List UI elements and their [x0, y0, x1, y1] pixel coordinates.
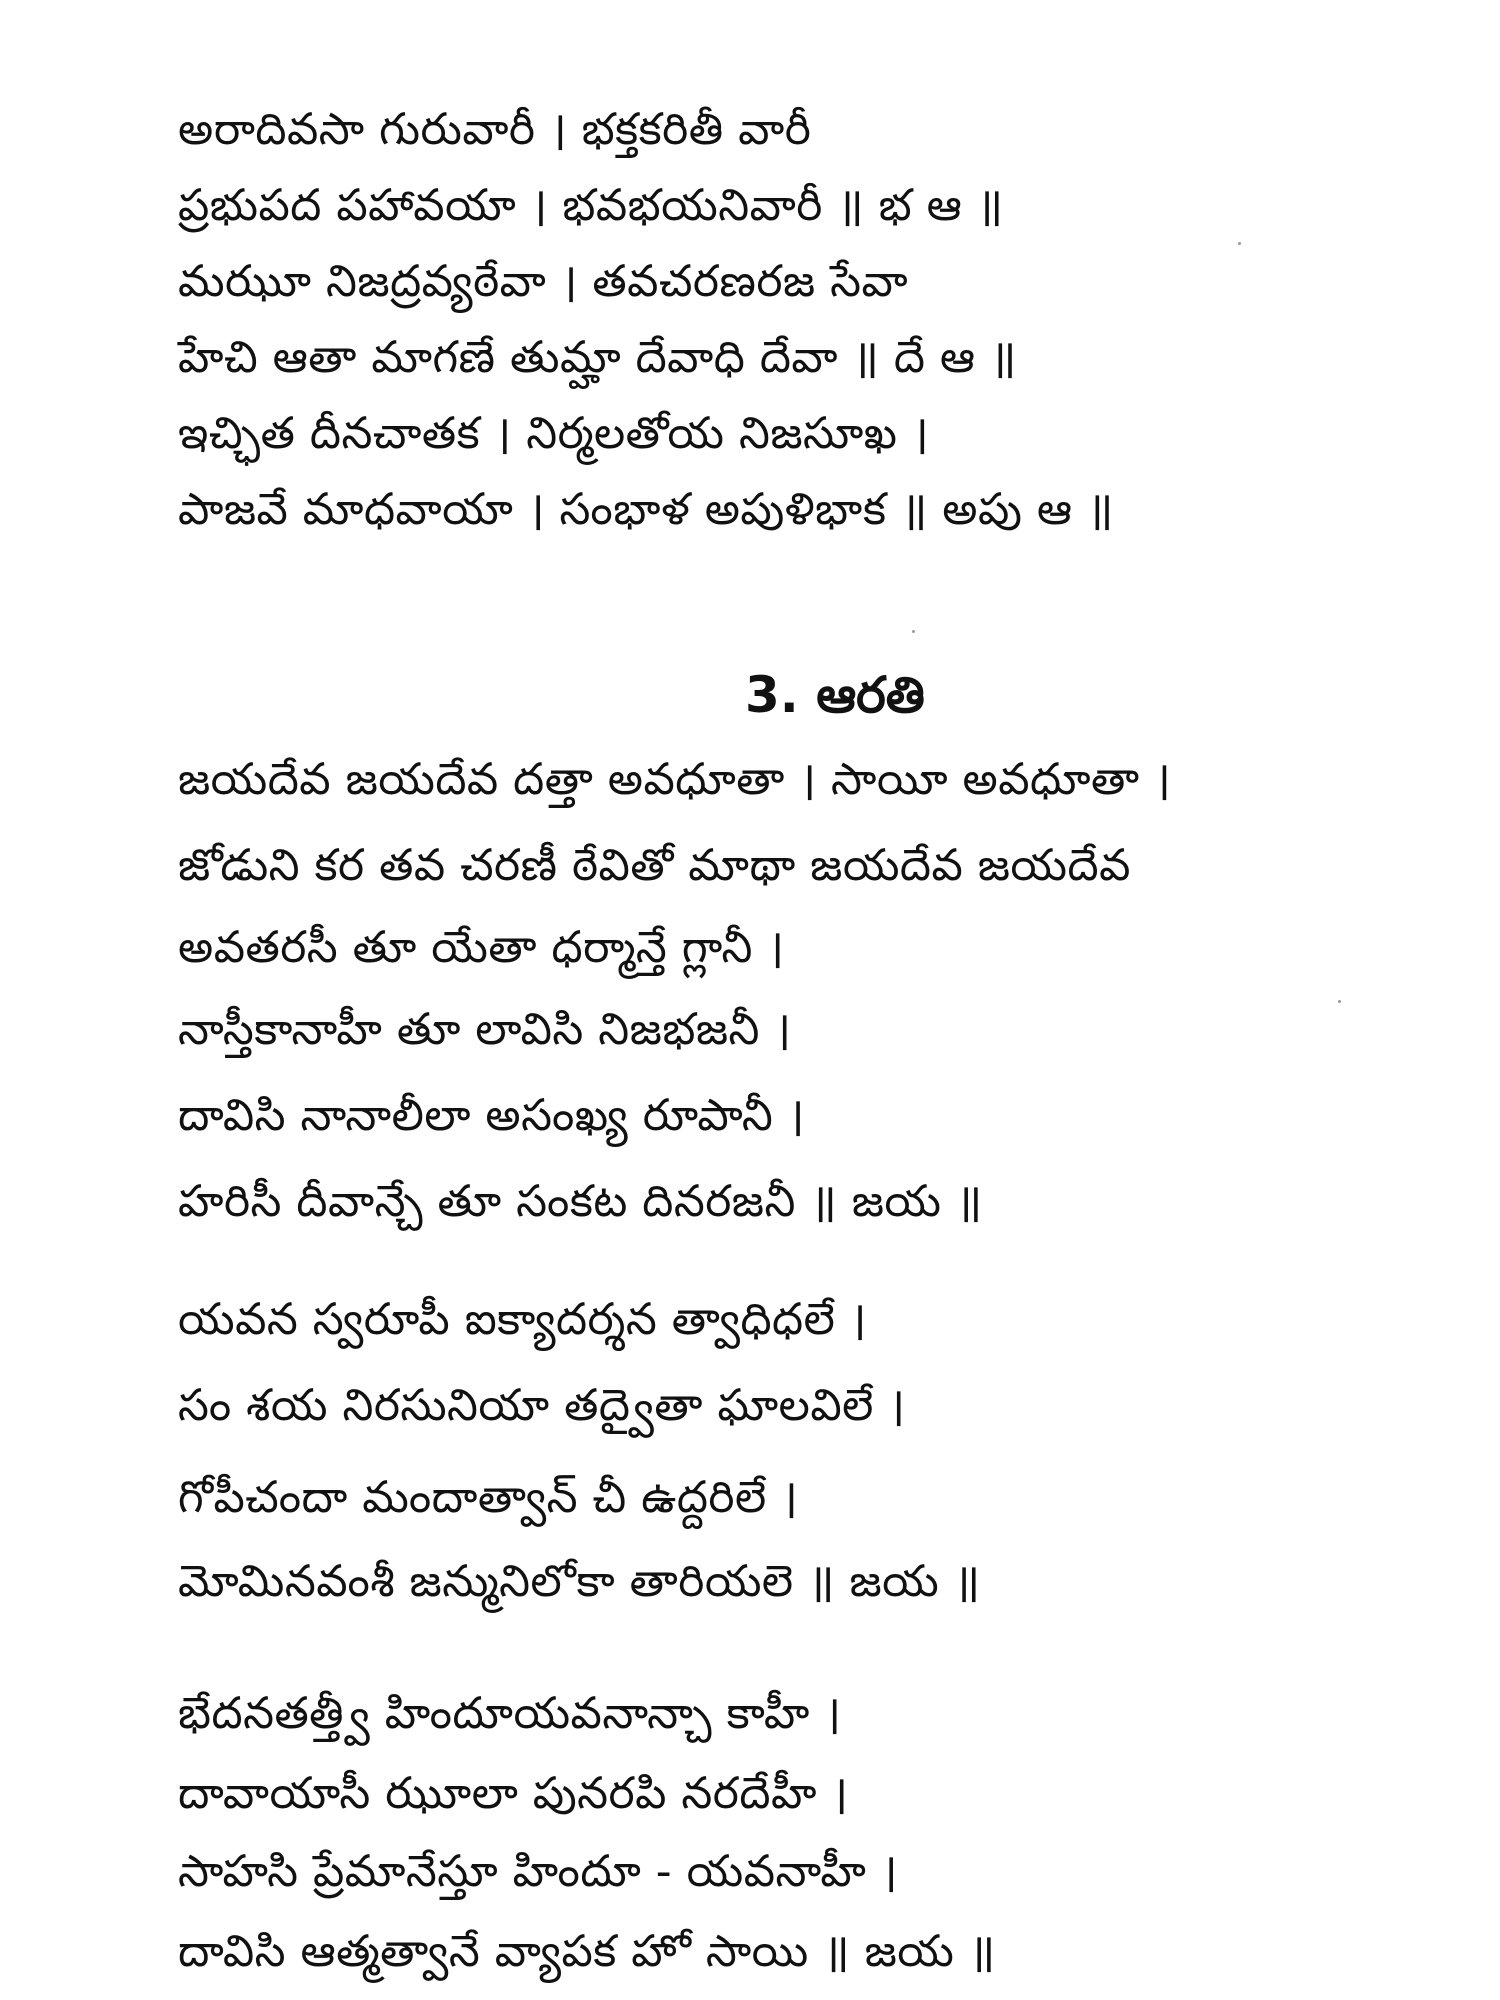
stanza2-line-6: హరిసీ దీవాన్చే తూ సంకట దినరజనీ ॥ జయ ॥	[178, 1176, 983, 1227]
stanza1-line-6: పాజవే మాధవాయా । సంభాళ అపుళిభాక ॥ అపు ఆ ॥	[178, 484, 1114, 535]
stanza2-line-2: జోడుని కర తవ చరణీ ఠేవితో మాథా జయదేవ జయదేవ	[178, 840, 1131, 891]
stanza2-line-5: దావిసి నానాలీలా అసంఖ్య రూపానీ ।	[178, 1090, 805, 1141]
stanza1-line-1: అరాదివసా గురువారీ । భక్తకరితీ వారీ	[178, 104, 812, 155]
stanza2-line-3: అవతరసీ తూ యేతా ధర్మాన్తే గ్లానీ ।	[178, 922, 785, 973]
stanza1-line-4: హేచి ఆతా మాగణే తుమ్హా దేవాధి దేవా ॥ దే ఆ ॥	[178, 332, 1017, 383]
scan-speck	[1338, 1000, 1341, 1003]
stanza4-line-3: సాహసి ప్రేమానేస్తూ హిందూ - యవనాహీ ।	[178, 1846, 898, 1897]
stanza1-line-5: ఇచ్ఛిత దీనచాతక । నిర్మలతోయ నిజసూఖ ।	[178, 408, 930, 459]
stanza3-line-2: సం శయ నిరసునియా తద్వైతా ఘాలవిలే ।	[178, 1380, 906, 1431]
stanza4-line-1: భేదనతత్త్వీ హిందూయవనాన్చా కాహీ ।	[178, 1688, 842, 1739]
stanza1-line-3: మఝూ నిజద్రవ్యఠేవా । తవచరణరజ సేవా	[178, 256, 909, 307]
stanza2-line-1: జయదేవ జయదేవ దత్తా అవధూతా । సాయీ అవధూతా ।	[178, 754, 1172, 805]
stanza1-line-2: ప్రభుపద పహావయా । భవభయనివారీ ॥ భ ఆ ॥	[178, 180, 1004, 231]
stanza3-line-4: మోమినవంశీ జన్మునిలోకా తారియలె ॥ జయ ॥	[178, 1556, 981, 1607]
scan-speck	[1238, 242, 1241, 245]
stanza4-line-2: దావాయాసీ ఝూలా పునరపి నరదేహీ ।	[178, 1768, 849, 1819]
section-heading: 3. ఆరతి	[745, 666, 925, 724]
stanza4-line-4: దావిసి ఆత్మత్వానే వ్యాపక హో సాయి ॥ జయ ॥	[178, 1926, 996, 1977]
scan-speck	[912, 630, 915, 633]
stanza2-line-4: నాస్తీకానాహీ తూ లావిసి నిజభజనీ ।	[178, 1004, 792, 1055]
stanza3-line-1: యవన స్వరూపీ ఐక్యాదర్శన త్వాధిధలే ।	[178, 1294, 867, 1345]
stanza3-line-3: గోపీచందా మందాత్వాన్ చీ ఉద్దరిలే ।	[178, 1472, 799, 1523]
